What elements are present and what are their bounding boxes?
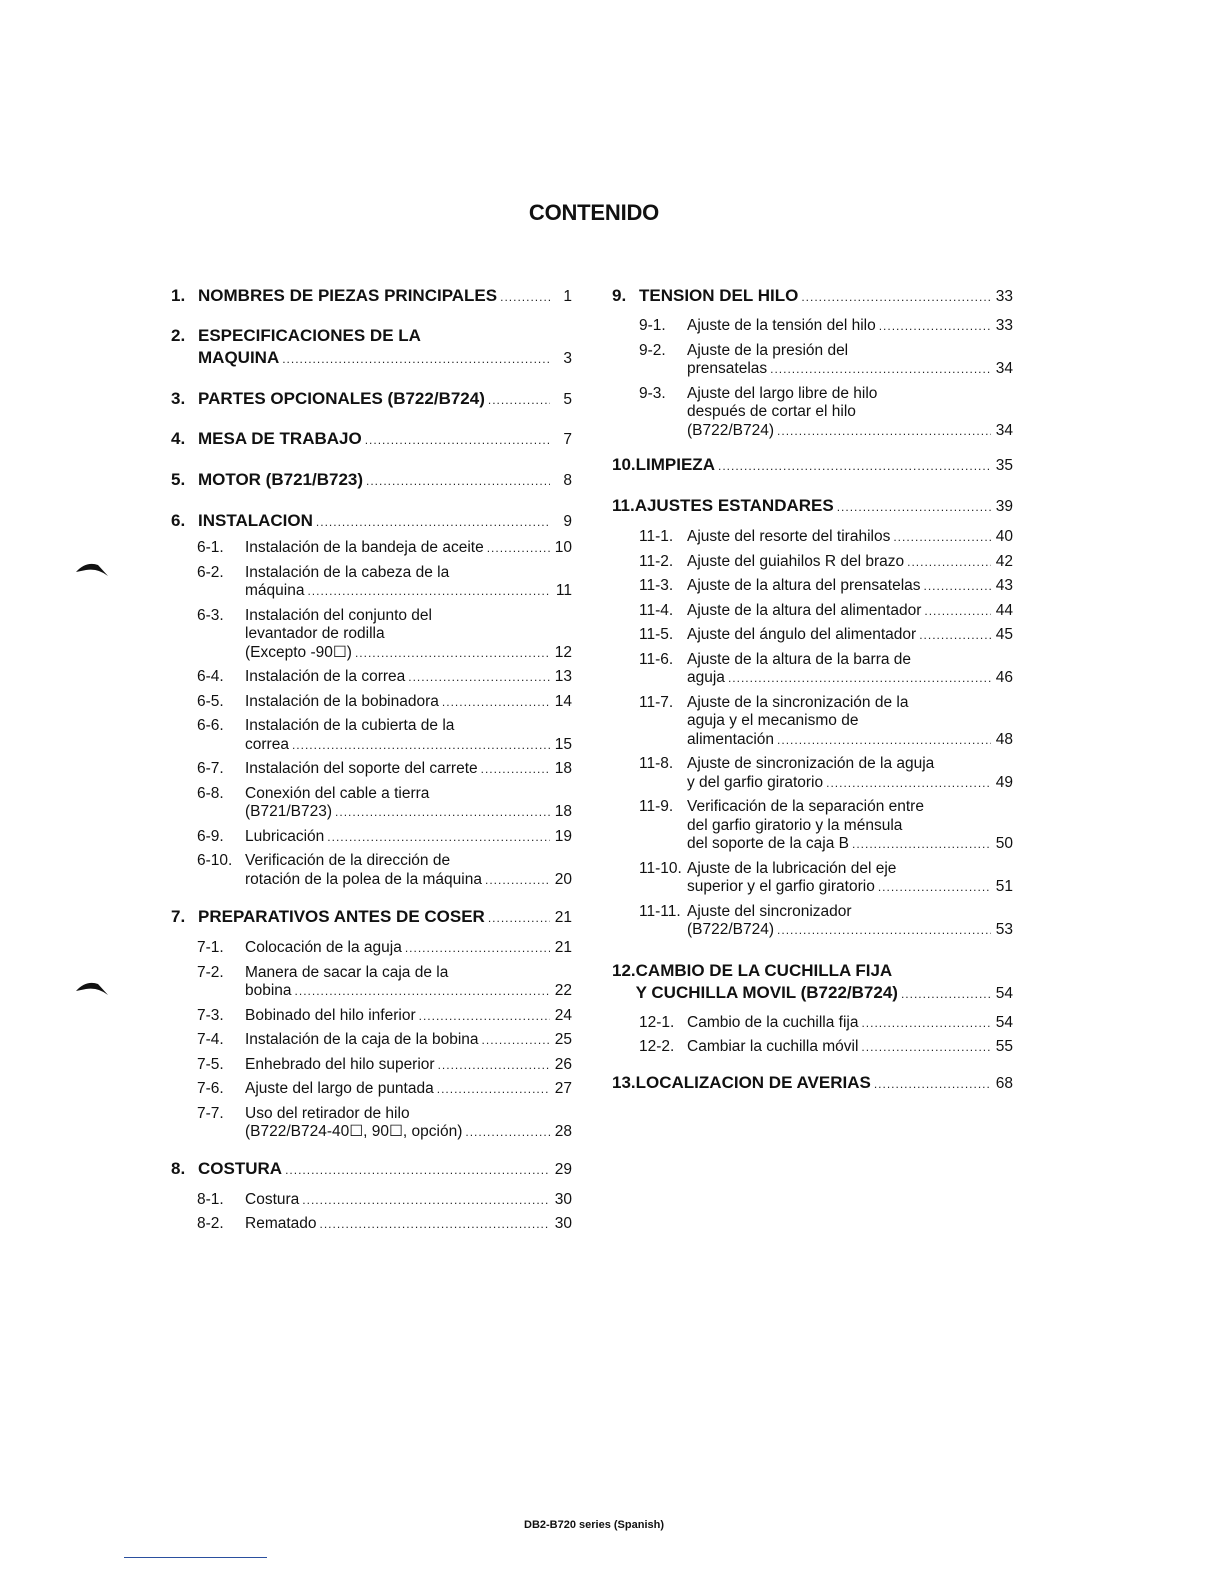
toc-entry-number: 6-1. [197,539,224,556]
toc-entry-number: 11-1. [639,528,674,545]
toc-page-number: 1 [563,288,572,305]
toc-entry-title: prensatelas [687,360,768,377]
toc-page-number: 19 [554,827,572,845]
toc-page-number: 44 [995,601,1013,619]
toc-entry [171,964,572,1001]
toc-entry-number: 7-6. [197,1080,224,1097]
toc-entry-number: 9-1. [639,317,666,334]
leader-dots [770,360,991,379]
toc-entry-number: 11-5. [639,626,674,643]
toc-entry-number: 7-3. [197,1006,224,1024]
toc-page-number: 21 [554,909,572,926]
leader-dots [292,736,550,755]
leader-dots [718,455,991,477]
toc-entry-title: (B722/B724) [687,421,775,439]
leader-dots [879,317,991,336]
toc-entry [171,510,572,533]
toc-page-number: 20 [554,870,572,888]
toc-entry-title-line: Uso del retirador de hilo [245,1104,410,1122]
toc-page-number: 50 [995,835,1013,852]
leader-dots [481,760,550,779]
toc-entry-title: rotación de la polea de la máquina [245,870,482,888]
toc-entry-title: NOMBRES DE PIEZAS PRINCIPALES [198,286,498,305]
toc-page-number: 54 [995,1013,1013,1031]
toc-entry-number: 6-5. [197,692,224,710]
toc-entry [612,1038,1013,1057]
toc-entry-title: del soporte de la caja B [687,835,849,852]
toc-entry-number: 12-2. [639,1038,675,1055]
leader-dots [285,1159,550,1181]
toc-entry [612,694,1013,750]
toc-entry-number: 6-6. [197,717,224,734]
toc-entry-number: 1. [171,286,186,305]
leader-dots [438,1056,550,1075]
toc-entry-number: 11-11. [639,902,681,920]
toc-entry-title: (Excepto -90☐) [245,643,352,661]
toc-entry-title-line: Instalación de la cubierta de la [245,717,455,734]
toc-entry-number: 11-2. [639,552,674,570]
toc-page-number: 27 [554,1080,572,1097]
toc-entry [612,798,1013,854]
leader-dots [924,602,991,621]
toc-entry-number: 11-10. [639,859,682,877]
toc-entry [612,860,1013,897]
toc-right-column [612,285,1013,1095]
toc-entry-title: aguja [687,669,725,686]
toc-entry-title: MOTOR (B721/B723) [198,470,364,489]
leader-dots [405,939,550,958]
toc-entry [171,1105,572,1142]
toc-entry [612,755,1013,792]
toc-page-number: 51 [995,878,1013,895]
toc-entry [171,717,572,754]
toc-entry-title: Ajuste del resorte del tirahilos [687,528,891,545]
toc-entry [171,607,572,663]
punch-mark-icon [72,977,112,997]
toc-entry-title: PARTES OPCIONALES (B722/B724) [198,389,485,408]
toc-entry-number: 8-1. [197,1190,224,1208]
leader-dots [901,983,991,1005]
toc-entry [171,668,572,687]
leader-dots [442,693,550,712]
toc-entry-title: correa [245,735,289,753]
leader-dots [777,921,991,940]
toc-entry-number: 5. [171,470,186,489]
leader-dots [482,1031,550,1050]
leader-dots [282,348,550,370]
toc-entry [612,528,1013,547]
toc-entry-number: 6-2. [197,563,224,581]
toc-entry [612,342,1013,379]
toc-entry-title-line: Instalación del conjunto del [245,606,432,624]
toc-entry-title: Lubricación [245,827,325,845]
toc-entry-number: 11-4. [639,601,674,619]
toc-page-number: 55 [995,1038,1013,1055]
toc-page-number: 18 [554,803,572,820]
toc-page-number: 11 [555,582,572,599]
toc-entry-number: 12-1. [639,1013,675,1031]
toc-entry-title: COSTURA [198,1158,283,1178]
toc-entry-title: máquina [245,582,305,599]
toc-entry-title: Rematado [245,1215,317,1232]
toc-entry-title: Ajuste del largo de puntada [245,1080,434,1097]
toc-page-number: 42 [995,552,1013,570]
toc-page-number: 9 [563,513,572,530]
leader-dots [408,668,550,687]
toc-entry-number: 13. [612,1072,636,1092]
toc-page-number: 34 [995,360,1013,377]
toc-entry-title: MESA DE TRABAJO [198,429,362,448]
toc-entry-title: AJUSTES ESTANDARES [634,496,834,515]
toc-page-number: 28 [554,1123,572,1140]
toc-left-column [171,285,572,1234]
toc-page-number: 29 [554,1160,572,1178]
toc-page-number: 18 [554,760,572,777]
toc-page-number: 8 [563,472,572,489]
toc-entry [171,1007,572,1026]
toc-entry [171,388,572,411]
toc-page-number: 53 [995,921,1013,938]
toc-page-number: 35 [995,457,1013,474]
toc-page-number: 7 [563,431,572,448]
page-title: CONTENIDO [528,200,660,225]
toc-entry-title-line: Ajuste del sincronizador [687,902,852,920]
toc-entry-number: 9-2. [639,341,666,359]
leader-dots [907,553,991,572]
toc-entry-number: 7-5. [197,1055,224,1073]
leader-dots [777,422,991,441]
toc-entry-title-line: Ajuste de la lubricación del eje [687,859,897,877]
leader-dots [893,528,991,547]
toc-page-number: 13 [554,668,572,685]
toc-entry-title: TENSION DEL HILO [639,286,799,305]
toc-page-number: 43 [995,577,1013,594]
toc-entry [612,285,1013,308]
toc-entry [171,1215,572,1234]
toc-entry-number: 9-3. [639,384,666,402]
toc-entry-number: 7. [171,907,186,926]
toc-entry-number: 6-7. [197,760,224,777]
toc-page-number: 30 [554,1215,572,1232]
toc-page-number: 54 [995,984,1013,1002]
toc-entry-number: 8-2. [197,1215,224,1232]
toc-entry-title: Ajuste del ángulo del alimentador [687,626,917,643]
toc-entry-title-line: Ajuste del largo libre de hilo [687,384,878,402]
toc-page-number: 49 [995,773,1013,791]
toc-entry-number: 7-1. [197,939,224,956]
toc-entry-number: 2. [171,326,186,345]
toc-entry [171,1080,572,1099]
toc-entry [171,1191,572,1210]
toc-entry-title: Instalación de la caja de la bobina [245,1031,479,1048]
leader-dots [801,286,991,308]
toc-entry [612,577,1013,596]
leader-dots [365,429,550,451]
toc-entry-title: Bobinado del hilo inferior [245,1006,416,1024]
toc-entry-number: 7-2. [197,963,224,981]
toc-entry [171,285,572,308]
toc-entry-number: 7-7. [197,1104,224,1122]
toc-entry [171,469,572,492]
toc-page-number: 25 [554,1031,572,1048]
document-footer: DB2-B720 series (Spanish) [524,1519,664,1531]
toc-entry-title: MAQUINA [198,348,280,367]
toc-entry-number: 10. [612,455,636,474]
leader-dots [878,878,991,897]
toc-entry-title: alimentación [687,730,775,748]
leader-dots [488,907,550,929]
leader-dots [861,1038,991,1057]
leader-dots [488,389,550,411]
leader-dots [861,1014,991,1033]
toc-entry-title-line: Instalación de la cabeza de la [245,563,450,581]
toc-entry-title-line: ESPECIFICACIONES DE LA [198,326,421,345]
toc-page-number: 5 [563,391,572,408]
toc-entry [171,325,572,370]
toc-entry-title: (B722/B724) [687,921,775,938]
toc-entry [171,828,572,847]
toc-page-number: 33 [995,288,1013,305]
leader-dots [487,539,550,558]
toc-entry [171,852,572,889]
toc-entry [612,651,1013,688]
toc-page-number: 3 [563,350,572,367]
toc-entry-title: Cambiar la cuchilla móvil [687,1038,859,1055]
toc-entry [171,939,572,958]
toc-entry [612,960,1013,1005]
toc-page-number: 33 [995,317,1013,334]
toc-page-number: 45 [995,626,1013,643]
toc-entry-title-line: CAMBIO DE LA CUCHILLA FIJA [635,960,893,980]
toc-entry-title-line: Ajuste de la sincronización de la [687,693,909,711]
toc-entry-title: Enhebrado del hilo superior [245,1055,435,1073]
toc-page-number: 46 [995,669,1013,686]
toc-page-number: 48 [995,730,1013,748]
toc-entry-title: LIMPIEZA [635,455,715,474]
leader-dots [316,511,550,533]
toc-entry-title: Instalación de la correa [245,668,406,685]
toc-entry-title: Costura [245,1190,300,1208]
toc-page-number: 22 [554,982,572,999]
toc-entry [612,903,1013,940]
toc-entry-title-line: Ajuste de sincronización de la aguja [687,755,935,772]
leader-dots [500,286,550,308]
toc-entry [171,1056,572,1075]
toc-page-number: 34 [995,421,1013,439]
toc-page-number: 40 [995,528,1013,545]
toc-entry-title-line: aguja y el mecanismo de [687,712,859,729]
toc-entry-title: (B721/B723) [245,803,333,820]
toc-entry [171,1158,572,1181]
toc-entry [612,1014,1013,1033]
leader-dots [307,582,550,601]
leader-dots [852,835,991,854]
toc-entry [171,428,572,451]
toc-entry-title: INSTALACION [198,511,313,530]
toc-entry [171,564,572,601]
toc-entry [171,1031,572,1050]
toc-entry-number: 4. [171,429,186,448]
toc-entry [612,553,1013,572]
toc-page-number: 15 [554,735,572,753]
leader-dots [924,577,991,596]
toc-entry [171,785,572,822]
toc-entry-title-line: Conexión del cable a tierra [245,784,430,802]
toc-entry-number: 7-4. [197,1031,224,1048]
toc-entry [612,454,1013,477]
leader-dots [302,1191,550,1210]
punch-mark-icon [72,558,112,578]
toc-entry [612,317,1013,336]
toc-entry-title: Instalación del soporte del carrete [245,760,478,777]
toc-entry [612,626,1013,645]
leader-dots [777,731,991,750]
toc-entry-title-line: Verificación de la separación entre [687,798,924,815]
toc-entry [612,602,1013,621]
toc-entry-title-line: Ajuste de la altura de la barra de [687,650,912,668]
toc-entry [171,760,572,779]
leader-dots [728,669,991,688]
toc-entry-title: Ajuste de la altura del prensatelas [687,577,921,594]
toc-entry-number: 9. [612,286,627,305]
toc-entry-number: 6-4. [197,668,224,685]
toc-entry [171,693,572,712]
toc-entry-number: 8. [171,1158,186,1178]
toc-page-number: 30 [554,1190,572,1208]
leader-dots [919,626,991,645]
leader-dots [465,1123,550,1142]
toc-entry [612,1072,1013,1095]
toc-entry [612,495,1013,518]
toc-entry-number: 6-9. [197,827,224,845]
toc-page-number: 10 [554,539,572,556]
toc-entry-title: Instalación de la bandeja de aceite [245,539,484,556]
toc-entry-title: Y CUCHILLA MOVIL (B722/B724) [635,982,898,1002]
leader-dots [837,496,991,518]
toc-entry-number: 6-10. [197,852,233,869]
toc-entry-number: 3. [171,389,186,408]
leader-dots [335,803,550,822]
toc-page-number: 12 [554,643,572,661]
toc-entry-number: 6-3. [197,606,224,624]
toc-entry-number: 6-8. [197,784,224,802]
toc-entry-title: LOCALIZACION DE AVERIAS [635,1072,871,1092]
toc-entry-title: bobina [245,982,292,999]
leader-dots [826,774,991,793]
toc-entry [171,906,572,929]
toc-page-number: 68 [995,1074,1013,1092]
leader-dots [874,1073,991,1095]
toc-entry-number: 11. [612,496,635,515]
toc-page-number: 14 [554,692,572,710]
toc-entry-number: 11-9. [639,798,674,815]
toc-entry-title: Ajuste de la tensión del hilo [687,317,876,334]
toc-page-number: 26 [554,1055,572,1073]
leader-dots [355,644,550,663]
toc-entry-number: 6. [171,511,186,530]
toc-page-number: 39 [995,498,1013,515]
leader-dots [295,982,550,1001]
toc-entry-title-line: Verificación de la dirección de [245,852,451,869]
toc-entry-number: 11-7. [639,693,674,711]
toc-entry-title-line: del garfio giratorio y la ménsula [687,816,903,834]
toc-entry-title: PREPARATIVOS ANTES DE COSER [198,907,485,926]
toc-entry [171,539,572,558]
leader-dots [327,828,550,847]
toc-entry-title: y del garfio giratorio [687,773,824,791]
toc-entry-number: 11-8. [639,755,674,772]
toc-entry-number: 11-3. [639,577,674,594]
leader-dots [485,871,550,890]
toc-entry-title: Instalación de la bobinadora [245,692,439,710]
toc-entry-title-line: Ajuste de la presión del [687,341,849,359]
toc-entry-title: Colocación de la aguja [245,939,402,956]
toc-entry-number: 12. [612,960,636,980]
toc-page-number: 24 [554,1006,572,1024]
toc-entry-title: Cambio de la cuchilla fija [687,1013,859,1031]
leader-dots [437,1080,550,1099]
divider-line [124,1557,267,1558]
leader-dots [320,1215,550,1234]
toc-entry-title-line: levantador de rodilla [245,625,385,642]
toc-entry-title: Ajuste de la altura del alimentador [687,601,922,619]
toc-page-number: 21 [554,939,572,956]
toc-entry-title: (B722/B724-40☐, 90☐, opción) [245,1123,463,1140]
toc-entry [612,385,1013,441]
toc-entry-title: Ajuste del guiahilos R del brazo [687,552,905,570]
toc-entry-title: superior y el garfio giratorio [687,878,875,895]
toc-entry-title-line: Manera de sacar la caja de la [245,963,449,981]
leader-dots [419,1007,550,1026]
leader-dots [366,470,550,492]
toc-entry-number: 11-6. [639,650,674,668]
toc-entry-title-line: después de cortar el hilo [687,403,856,420]
